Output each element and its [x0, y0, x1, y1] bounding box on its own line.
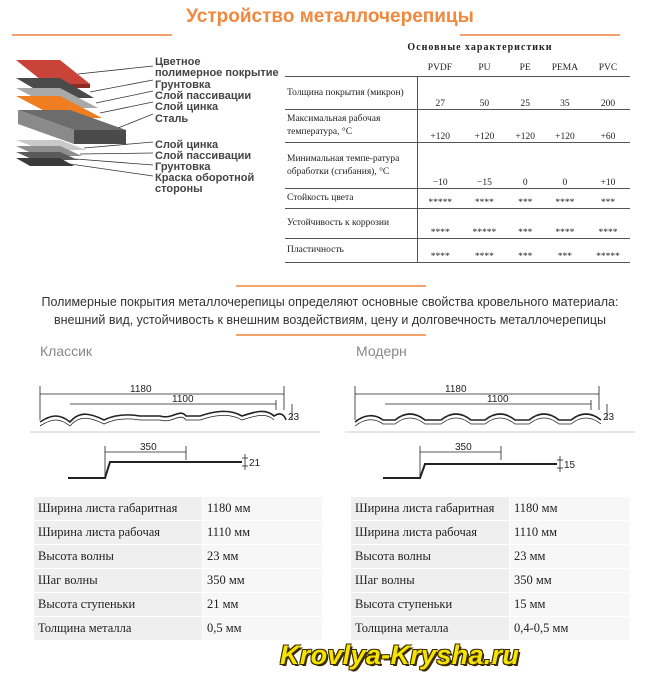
cell-value: −15	[462, 143, 506, 189]
label-steel: Сталь	[155, 113, 189, 125]
title-underline-left	[12, 34, 172, 36]
cell-value: ***	[586, 189, 630, 209]
cell-value: ****	[418, 209, 463, 239]
cell-value: ****	[544, 209, 586, 239]
row-label: Толщина покрытия (микрон)	[285, 77, 418, 110]
spec-label: Ширина листа рабочая	[34, 521, 203, 545]
label-zinc-bottom: Слой цинка	[155, 139, 219, 151]
cell-value: *****	[418, 189, 463, 209]
classic-title: Классик	[40, 343, 93, 359]
table-row	[351, 617, 630, 641]
characteristics-table	[285, 59, 630, 263]
cell-value: +120	[544, 110, 586, 143]
description-line-top	[236, 285, 426, 287]
modern-dim-step: 350	[455, 442, 472, 453]
cell-value: 50	[462, 77, 506, 110]
col-header: PVC	[598, 62, 618, 73]
spec-label: Шаг волны	[351, 569, 510, 593]
cell-value: ****	[462, 189, 506, 209]
description-line-bottom	[236, 334, 426, 336]
cell-value: ***	[506, 239, 544, 263]
cell-value: *****	[586, 239, 630, 263]
spec-value: 1110 мм	[203, 521, 323, 545]
table-row	[351, 521, 630, 545]
table-row	[285, 209, 630, 239]
spec-value: 1110 мм	[510, 521, 630, 545]
website-watermark: Krovlya-Krysha.ru	[280, 640, 520, 670]
cell-value: +120	[506, 110, 544, 143]
cell-value: 0	[506, 143, 544, 189]
cell-value: 27	[418, 77, 463, 110]
col-header: PE	[519, 62, 531, 73]
modern-dim-rise: 15	[564, 460, 576, 471]
row-label: Пластичность	[285, 239, 418, 263]
table-row	[285, 239, 630, 263]
label-passivation-bottom: Слой пассивации	[155, 150, 252, 162]
cell-value: +10	[586, 143, 630, 189]
spec-label: Ширина листа габаритная	[351, 497, 510, 521]
spec-label: Толщина металла	[351, 617, 510, 641]
cell-value: +120	[418, 110, 463, 143]
spec-label: Высота ступеньки	[351, 593, 510, 617]
spec-label: Высота волны	[351, 545, 510, 569]
spec-value: 0,4-0,5 мм	[510, 617, 630, 641]
table-row	[34, 569, 323, 593]
classic-dim-step: 350	[140, 442, 157, 453]
cell-value: ***	[544, 239, 586, 263]
spec-value: 21 мм	[203, 593, 323, 617]
label-polymer-line1: Цветное	[155, 56, 201, 68]
spec-label: Шаг волны	[34, 569, 203, 593]
classic-dim-wave: 23	[288, 412, 300, 423]
spec-label: Толщина металла	[34, 617, 203, 641]
classic-spec-table	[33, 496, 323, 641]
cell-value: 0	[544, 143, 586, 189]
spec-value: 0,5 мм	[203, 617, 323, 641]
label-backside-paint-line2: стороны	[155, 183, 203, 195]
cell-value: +60	[586, 110, 630, 143]
modern-dim-total: 1180	[445, 384, 467, 395]
col-header: PEMA	[551, 62, 579, 73]
table-row	[285, 110, 630, 143]
row-label: Максимальная рабочая температура, °С	[285, 110, 418, 143]
cell-value: ***	[506, 209, 544, 239]
cell-value: 35	[544, 77, 586, 110]
cell-value: ****	[462, 239, 506, 263]
cell-value: −10	[418, 143, 463, 189]
cell-value: ****	[418, 239, 463, 263]
label-backside-paint-line1: Краска оборотной	[155, 172, 255, 184]
description: Полимерные покрытия металлочерепицы определяют основные свойства кровельного материала: внешний вид, устойчивость к внешним воздействиям, цену и долговечность металлочерепицы	[41, 295, 619, 327]
cell-value: *****	[462, 209, 506, 239]
modern-title: Модерн	[356, 343, 407, 359]
row-label: Стойкость цвета	[285, 189, 418, 209]
table-row	[285, 143, 630, 189]
modern-profile-drawing	[345, 380, 635, 485]
table-row	[34, 521, 323, 545]
classic-dim-rise: 21	[249, 458, 261, 469]
classic-dim-total: 1180	[130, 384, 152, 395]
label-primer-bottom: Грунтовка	[155, 161, 211, 173]
characteristics-title: Основные характеристики	[407, 42, 553, 53]
label-polymer-line2: полимерное покрытие	[155, 67, 279, 79]
table-row	[34, 497, 323, 521]
table-row	[351, 545, 630, 569]
cell-value: 25	[506, 77, 544, 110]
table-row	[351, 593, 630, 617]
table-row	[34, 593, 323, 617]
classic-profile-drawing	[30, 380, 320, 485]
table-row	[351, 497, 630, 521]
cell-value: 200	[586, 77, 630, 110]
spec-label: Высота ступеньки	[34, 593, 203, 617]
modern-dim-wave: 23	[603, 412, 615, 423]
spec-value: 1180 мм	[203, 497, 323, 521]
label-passivation-top: Слой пассивации	[155, 90, 252, 102]
page-title: Устройство металлочерепицы	[186, 6, 474, 27]
table-row	[34, 617, 323, 641]
cell-value: ****	[586, 209, 630, 239]
col-header: PVDF	[427, 62, 453, 73]
label-zinc-top: Слой цинка	[155, 101, 219, 113]
cell-value: +120	[462, 110, 506, 143]
modern-dim-work: 1100	[487, 394, 509, 405]
cell-value: ****	[544, 189, 586, 209]
spec-value: 350 мм	[510, 569, 630, 593]
table-row	[285, 189, 630, 209]
spec-value: 1180 мм	[510, 497, 630, 521]
characteristics-header-row	[285, 59, 630, 77]
col-header: PU	[478, 62, 491, 73]
spec-value: 350 мм	[203, 569, 323, 593]
spec-label: Высота волны	[34, 545, 203, 569]
spec-value: 23 мм	[510, 545, 630, 569]
table-row	[351, 569, 630, 593]
row-label: Устойчивость к коррозии	[285, 209, 418, 239]
classic-dim-work: 1100	[172, 394, 194, 405]
layer-diagram	[8, 52, 153, 202]
table-row	[285, 77, 630, 110]
spec-value: 15 мм	[510, 593, 630, 617]
label-primer-top: Грунтовка	[155, 79, 211, 91]
title-underline-right	[460, 34, 620, 36]
spec-label: Ширина листа габаритная	[34, 497, 203, 521]
table-row	[34, 545, 323, 569]
spec-label: Ширина листа рабочая	[351, 521, 510, 545]
spec-value: 23 мм	[203, 545, 323, 569]
cell-value: ***	[506, 189, 544, 209]
modern-spec-table	[350, 496, 630, 641]
row-label: Минимальная темпе-ратура обработки (сгибания), °С	[285, 143, 418, 189]
